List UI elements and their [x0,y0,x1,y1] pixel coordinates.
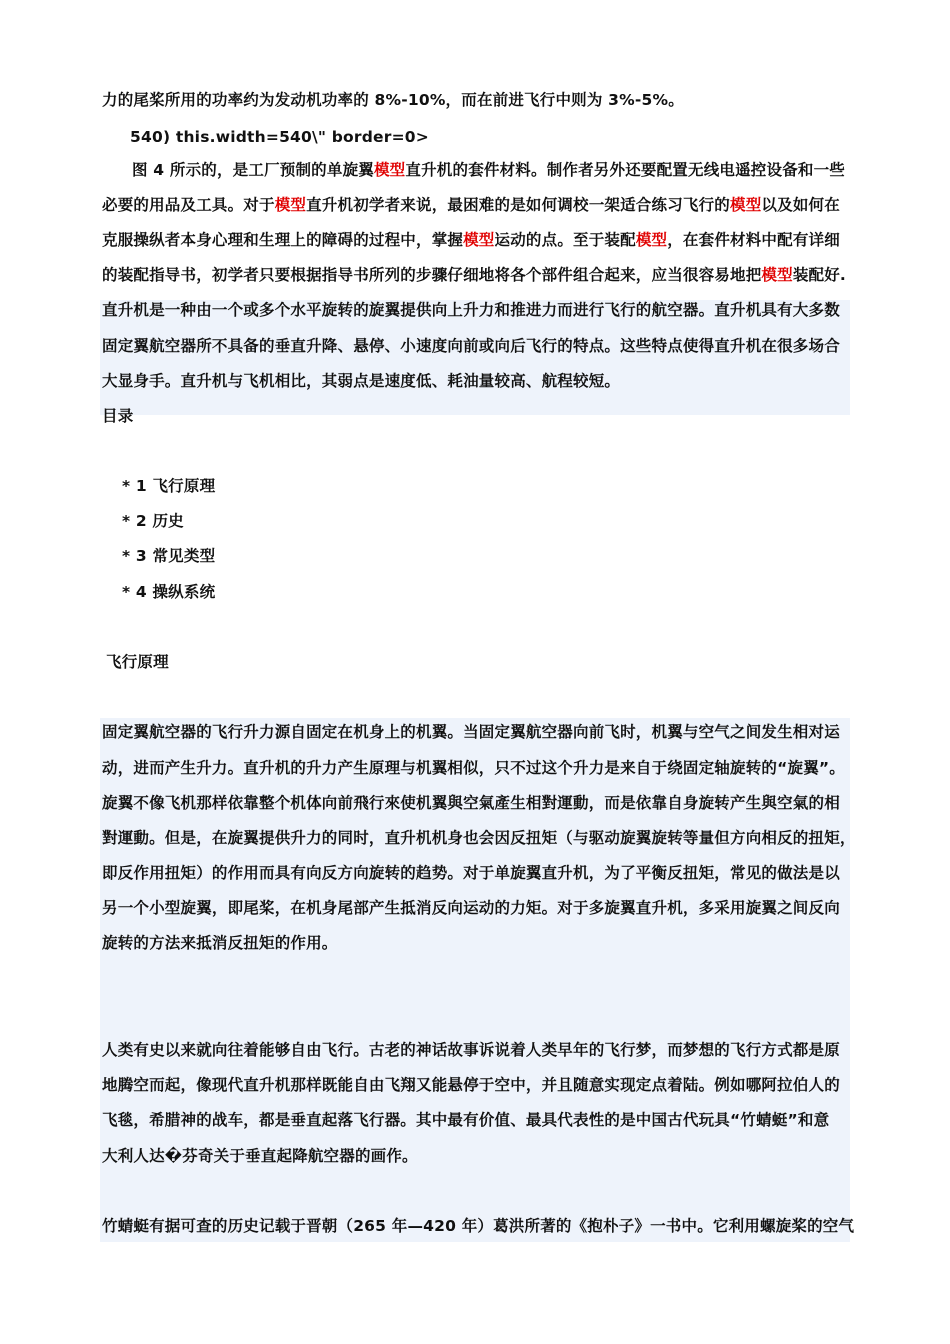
text-span: 以及如何在 [761,196,840,214]
text-line: 地腾空而起，像现代直升机那样既能自由飞翔又能悬停于空中，并且随意实现定点着陆。例如哪阿拉伯人的 [102,1076,840,1094]
text-span: 直升机初学者来说，最困难的是如何调校一架适合练习飞行的 [306,196,731,214]
text-line [132,160,892,180]
text-line: 动，进而产生升力。直升机的升力产生原理与机翼相似，只不过这个升力是来自于绕固定轴旋转的“旋翼”。 [102,759,845,777]
text-span: 必要的用品及工具。对于 [102,196,275,214]
text-span: 装配好. [792,266,847,284]
text-line: 固定翼航空器所不具备的垂直升降、悬停、小速度向前或向后飞行的特点。这些特点使得直升机在很多场合 [102,337,840,355]
keyword-highlight: 模型 [730,196,762,214]
text-span: 图 4 所示的，是工厂预制的单旋翼 [132,161,374,179]
toc-item[interactable]: * 2 历史 [122,512,184,530]
text-span: 运动的点。至于装配 [494,231,636,249]
toc-item[interactable]: * 3 常见类型 [122,547,216,565]
text-line: 竹蜻蜓有据可查的历史记载于晋朝（265 年—420 年）葛洪所著的《抱朴子》一书中。它利用螺旋桨的空气 [102,1217,855,1235]
text-line: 旋转的方法来抵消反扭矩的作用。 [102,934,338,952]
text-line: 力的尾桨所用的功率约为发动机功率的 8%-10%，而在前进飞行中则为 3%-5%。 [102,91,684,109]
text-line: 人类有史以来就向往着能够自由飞行。古老的神话故事诉说着人类早年的飞行梦，而梦想的飞行方式都是原 [102,1041,840,1059]
section-heading: 飞行原理 [106,653,169,671]
text-line [102,230,862,250]
text-line: 對運動。但是，在旋翼提供升力的同时，直升机机身也会因反扭矩（与驱动旋翼旋转等量但方向相反的扭矩， [102,829,856,847]
text-span: 直升机的套件材料。制作者另外还要配置无线电遥控设备和一些 [405,161,845,179]
text-line: 固定翼航空器的飞行升力源自固定在机身上的机翼。当固定翼航空器向前飞时，机翼与空气之间发生相对运 [102,723,840,741]
keyword-highlight: 模型 [761,266,793,284]
text-line: 大利人达�芬奇关于垂直起降航空器的画作。 [102,1147,418,1165]
toc-title: 目录 [102,407,134,425]
text-line [102,195,862,215]
text-line: 旋翼不像飞机那样依靠整个机体向前飛行來使机翼與空氣產生相對運動，而是依靠自身旋转产生與空氣的相 [102,794,840,812]
text-line: 飞毯，希腊神的战车，都是垂直起落飞行器。其中最有价值、最具代表性的是中国古代玩具“竹蜻蜓”和意 [102,1111,830,1129]
toc-item[interactable]: * 1 飞行原理 [122,477,216,495]
keyword-highlight: 模型 [463,231,495,249]
keyword-highlight: 模型 [274,196,307,214]
keyword-highlight: 模型 [373,161,406,179]
toc-item[interactable]: * 4 操纵系统 [122,583,216,601]
text-line: 直升机是一种由一个或多个水平旋转的旋翼提供向上升力和推进力而进行飞行的航空器。直升机具有大多数 [102,301,840,319]
text-span: 的装配指导书，初学者只要根据指导书所列的步骤仔细地将各个部件组合起来，应当很容易地把 [102,266,762,284]
text-line: 大显身手。直升机与飞机相比，其弱点是速度低、耗油量较高、航程较短。 [102,372,621,390]
text-span: 克服操纵者本身心理和生理上的障碍的过程中，掌握 [102,231,464,249]
text-line: 540) this.width=540\" border=0> [130,128,429,146]
keyword-highlight: 模型 [635,231,668,249]
text-line: 另一个小型旋翼，即尾桨，在机身尾部产生抵消反向运动的力矩。对于多旋翼直升机，多采用旋翼之间反向 [102,899,840,917]
text-line [102,265,862,285]
text-span: ，在套件材料中配有详细 [667,231,840,249]
text-line: 即反作用扭矩）的作用而具有向反方向旋转的趋势。对于单旋翼直升机，为了平衡反扭矩，常见的做法是以 [102,864,840,882]
